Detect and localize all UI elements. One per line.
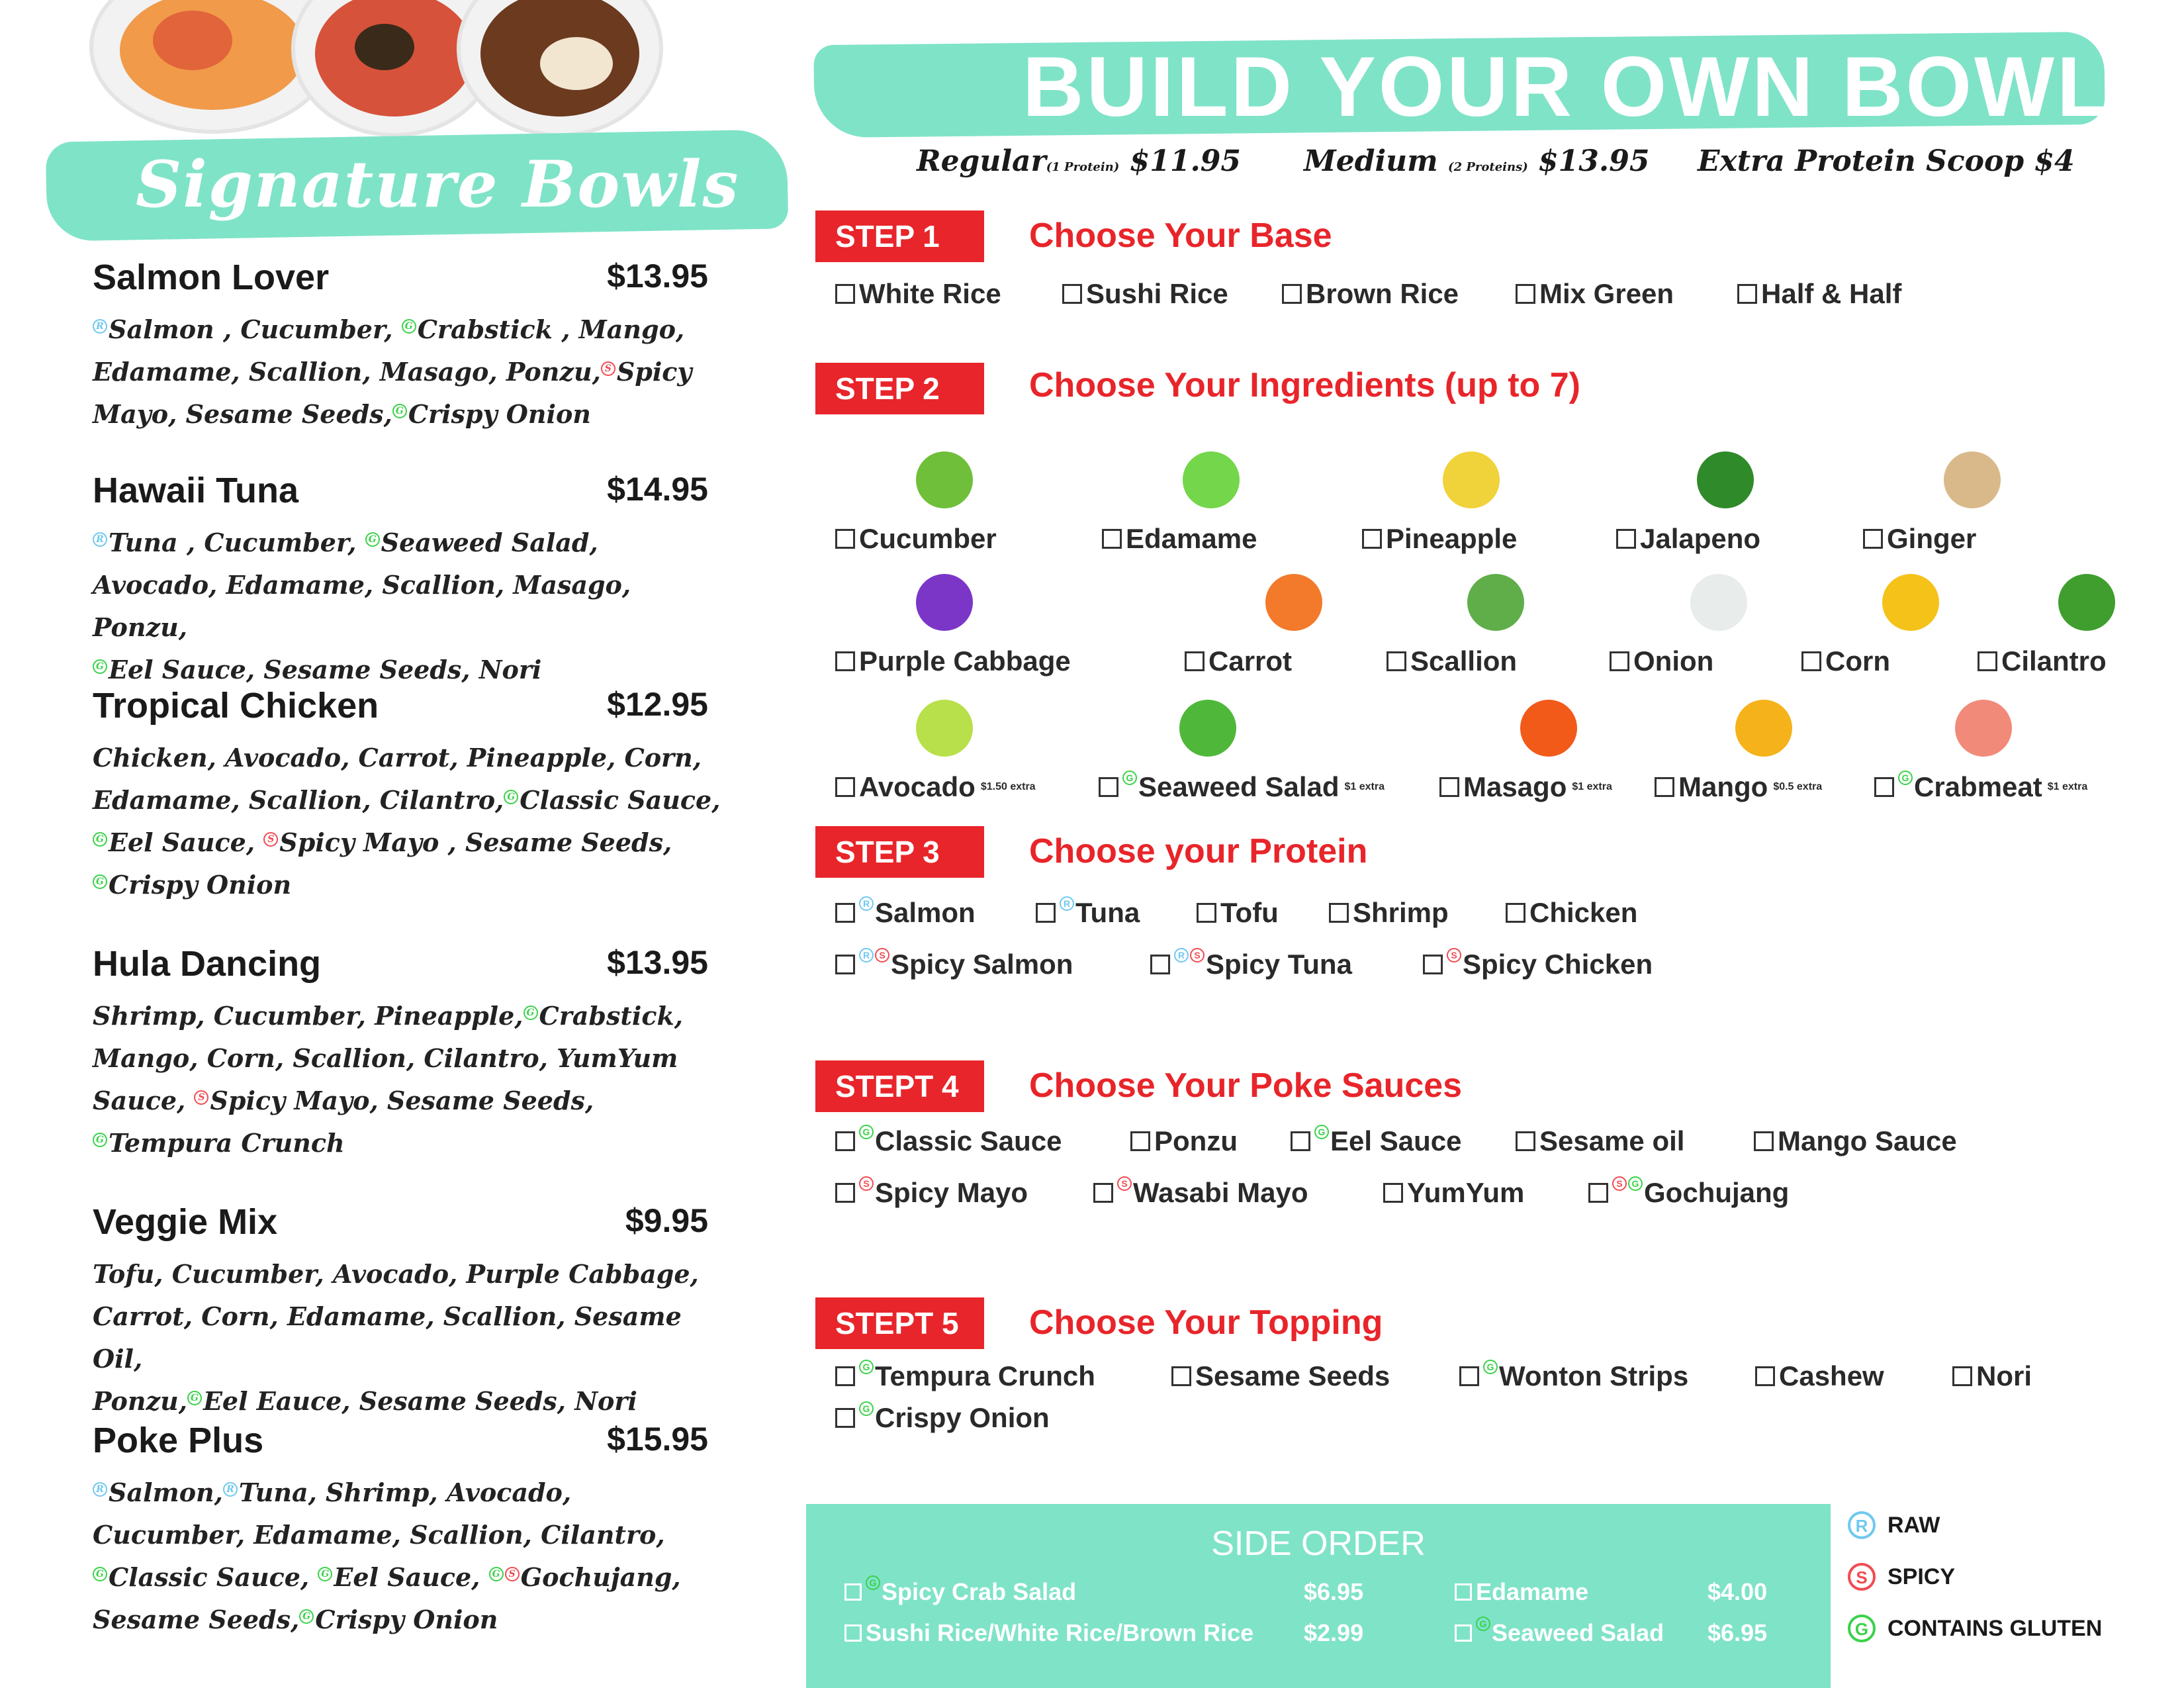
extra-charge: $1.50 extra <box>980 781 1036 792</box>
topping-option[interactable]: G Tempura Crunch <box>835 1360 1095 1392</box>
checkbox[interactable] <box>1130 1131 1150 1151</box>
bowl-desc-line: Edamame, Scallion, Cilantro, G Classic Sauce, <box>93 785 721 815</box>
base-option[interactable]: Half & Half <box>1737 278 1901 310</box>
ingredient-option[interactable]: Edamame <box>1102 523 1257 555</box>
gluten-icon: G <box>504 790 518 804</box>
bowl-desc-line: Mayo, Sesame Seeds, G Crispy Onion <box>93 399 591 429</box>
step-2-title: Choose Your Ingredients (up to 7) <box>1029 366 1580 404</box>
raw-icon: R <box>1174 948 1189 962</box>
ingredient-photo <box>1183 451 1240 508</box>
protein-option[interactable]: Shrimp <box>1329 897 1449 929</box>
step-3-badge: STEP 3 <box>815 826 984 878</box>
spicy-icon: S <box>859 1176 874 1191</box>
spicy-icon: S <box>1190 948 1205 962</box>
checkbox[interactable] <box>1754 1131 1774 1151</box>
gluten-icon: G <box>523 1006 538 1020</box>
checkbox[interactable] <box>844 1583 862 1601</box>
ingredient-photo <box>1467 574 1524 631</box>
gluten-icon: G <box>93 1567 107 1581</box>
checkbox[interactable] <box>1863 529 1883 549</box>
ingredient-photo <box>916 574 973 631</box>
checkbox[interactable] <box>1099 777 1118 797</box>
protein-option[interactable]: R Tuna <box>1036 897 1140 929</box>
sauce-option[interactable]: S G Gochujang <box>1588 1177 1789 1209</box>
checkbox[interactable] <box>1362 529 1382 549</box>
gluten-icon: G <box>93 659 107 674</box>
ingredient-option[interactable]: Ginger <box>1863 523 1976 555</box>
checkbox[interactable] <box>1093 1183 1113 1203</box>
bowl-desc-line: G Eel Sauce, S Spicy Mayo , Sesame Seeds, <box>93 821 728 864</box>
ingredient-photo <box>1697 451 1754 508</box>
checkbox[interactable] <box>835 1131 855 1151</box>
checkbox[interactable] <box>1978 651 1997 671</box>
gluten-icon: G <box>859 1125 874 1139</box>
bowl-photo-3 <box>457 0 663 137</box>
gluten-icon: G <box>93 874 107 889</box>
checkbox[interactable] <box>835 1183 855 1203</box>
ingredient-photo <box>1882 574 1939 631</box>
ingredient-photo <box>916 451 973 508</box>
checkbox[interactable] <box>1610 651 1629 671</box>
gluten-icon: G <box>187 1391 202 1405</box>
gluten-icon: G <box>392 404 407 418</box>
gluten-icon: G <box>859 1360 874 1374</box>
ingredient-option[interactable]: Masago $1 extra <box>1439 771 1612 803</box>
bowl-desc-line: Tofu, Cucumber, Avocado, Purple Cabbage, <box>93 1259 699 1289</box>
step-1-title: Choose Your Base <box>1029 216 1332 255</box>
checkbox[interactable] <box>844 1624 862 1642</box>
checkbox[interactable] <box>1506 903 1525 923</box>
step-1-badge: STEP 1 <box>815 211 984 262</box>
checkbox[interactable] <box>1062 284 1082 304</box>
spicy-icon: S <box>601 361 615 376</box>
gluten-icon: G <box>859 1401 874 1416</box>
bowl-desc-line: G Crispy Onion <box>93 864 728 906</box>
bowl-desc-line: Ponzu, G Eel Eauce, Sesame Seeds, Nori <box>93 1386 637 1416</box>
checkbox[interactable] <box>835 777 855 797</box>
checkbox[interactable] <box>1102 529 1122 549</box>
step-5-badge: STEPT 5 <box>815 1297 984 1349</box>
bowl-desc-line: G Tempura Crunch <box>93 1122 728 1164</box>
extra-charge: $1 extra <box>1572 781 1612 792</box>
ingredient-option[interactable]: G Seaweed Salad $1 extra <box>1099 771 1385 803</box>
spicy-icon: S <box>1848 1563 1876 1591</box>
ingredient-photo <box>1443 451 1500 508</box>
checkbox[interactable] <box>1459 1366 1479 1386</box>
topping-option[interactable]: Cashew <box>1755 1360 1884 1392</box>
gluten-icon: G <box>402 319 416 334</box>
ingredient-option[interactable]: Cucumber <box>835 523 997 555</box>
build-your-own-title: BUILD YOUR OWN BOWL <box>1023 40 2112 134</box>
checkbox[interactable] <box>1282 284 1302 304</box>
bowl-price: $9.95 <box>625 1202 708 1239</box>
spicy-icon: S <box>1447 948 1461 962</box>
bowl-desc <box>93 737 728 906</box>
ingredient-photo <box>1265 574 1322 631</box>
topping-option[interactable]: Sesame Seeds <box>1171 1360 1390 1392</box>
checkbox[interactable] <box>1329 903 1349 923</box>
gluten-icon: G <box>1314 1125 1329 1139</box>
checkbox[interactable] <box>1197 903 1216 923</box>
bowl-desc-line: Carrot, Corn, Edamame, Scallion, Sesame Oil, <box>93 1301 682 1374</box>
checkbox[interactable] <box>1801 651 1821 671</box>
price-regular: Regular(1 Protein) $11.95 <box>917 144 1242 178</box>
topping-option[interactable]: G Wonton Strips <box>1459 1360 1688 1392</box>
bowl-desc <box>93 1253 728 1423</box>
spicy-icon: S <box>194 1090 208 1105</box>
bowl-desc-line: Mango, Corn, Scallion, Cilantro, YumYum <box>93 1043 678 1073</box>
side-order-item[interactable]: Edamame <box>1455 1578 1588 1606</box>
protein-option[interactable]: R Salmon <box>835 897 976 929</box>
spicy-icon: S <box>1117 1176 1132 1191</box>
sauce-option[interactable]: YumYum <box>1383 1177 1524 1209</box>
protein-option[interactable]: R S Spicy Salmon <box>835 949 1073 980</box>
extra-charge: $1 extra <box>2047 781 2088 792</box>
sauce-option[interactable]: S Spicy Mayo <box>835 1177 1028 1209</box>
bowl-price: $14.95 <box>607 471 708 508</box>
bowl-desc-line: G Eel Sauce, Sesame Seeds, Nori <box>93 649 728 691</box>
gluten-icon: G <box>365 532 380 547</box>
side-order-item[interactable]: Sushi Rice/White Rice/Brown Rice <box>844 1619 1253 1647</box>
bowl-desc-line: Shrimp, Cucumber, Pineapple, G Crabstick, <box>93 1001 684 1031</box>
signature-bowls-title: Signature Bowls <box>136 147 740 222</box>
side-order-price: $2.99 <box>1304 1619 1364 1646</box>
checkbox[interactable] <box>1952 1366 1972 1386</box>
checkbox[interactable] <box>1516 1131 1535 1151</box>
step-3-title: Choose your Protein <box>1029 832 1368 870</box>
raw-icon: R <box>859 896 874 911</box>
spicy-icon: S <box>875 948 889 962</box>
bowl-desc-line: R Salmon, R Tuna, Shrimp, Avocado, <box>93 1472 728 1514</box>
sauce-option[interactable]: G Classic Sauce <box>835 1125 1062 1157</box>
checkbox[interactable] <box>1185 651 1205 671</box>
checkbox[interactable] <box>1291 1131 1310 1151</box>
checkbox[interactable] <box>835 529 855 549</box>
checkbox[interactable] <box>835 955 855 974</box>
bowl-price: $13.95 <box>607 258 708 295</box>
gluten-icon: G <box>93 1133 107 1147</box>
protein-option[interactable]: Chicken <box>1506 897 1637 929</box>
ingredient-option[interactable]: G Crabmeat $1 extra <box>1874 771 2087 803</box>
checkbox[interactable] <box>1383 1183 1403 1203</box>
checkbox[interactable] <box>1171 1366 1191 1386</box>
ingredient-option[interactable]: Pineapple <box>1362 523 1517 555</box>
ingredient-option[interactable]: Cilantro <box>1978 645 2107 677</box>
gluten-icon: G <box>489 1567 504 1581</box>
gluten-icon: G <box>1122 771 1137 785</box>
checkbox[interactable] <box>1655 777 1674 797</box>
ingredient-photo <box>1520 700 1577 757</box>
spicy-icon: S <box>1612 1176 1627 1191</box>
bowl-desc-line: G Classic Sauce, G Eel Sauce, G S Gochujang, <box>93 1556 728 1599</box>
step-2-badge: STEP 2 <box>815 363 984 414</box>
side-order-title: SIDE ORDER <box>1211 1524 1426 1563</box>
checkbox[interactable] <box>835 1366 855 1386</box>
ingredient-photo <box>1735 700 1792 757</box>
side-order-price: $6.95 <box>1304 1578 1364 1605</box>
gluten-icon: G <box>1898 771 1913 785</box>
gluten-icon: G <box>866 1575 880 1590</box>
ingredient-option[interactable]: Jalapeno <box>1616 523 1760 555</box>
bowl-name: Poke Plus <box>93 1421 264 1460</box>
legend-item: S SPICY <box>1848 1563 1955 1591</box>
checkbox[interactable] <box>835 651 855 671</box>
raw-icon: R <box>93 532 107 547</box>
bowl-name: Tropical Chicken <box>93 686 379 726</box>
gluten-icon: G <box>1476 1617 1490 1631</box>
bowl-desc <box>93 308 728 436</box>
bowl-price: $15.95 <box>607 1421 708 1458</box>
checkbox[interactable] <box>1455 1583 1472 1601</box>
topping-option[interactable]: G Crispy Onion <box>835 1402 1050 1434</box>
topping-option[interactable]: Nori <box>1952 1360 2032 1392</box>
protein-option[interactable]: Tofu <box>1197 897 1279 929</box>
ingredient-photo <box>1179 700 1236 757</box>
ingredient-photo <box>1944 451 2001 508</box>
checkbox[interactable] <box>1737 284 1757 304</box>
ingredient-photo <box>1955 700 2012 757</box>
protein-option[interactable]: S Spicy Chicken <box>1423 949 1653 980</box>
price-medium: Medium (2 Proteins) $13.95 <box>1304 144 1650 178</box>
step-4-badge: STEPT 4 <box>815 1060 984 1112</box>
raw-icon: R <box>223 1482 238 1497</box>
checkbox[interactable] <box>835 1408 855 1428</box>
checkbox[interactable] <box>1455 1624 1472 1642</box>
sauce-option[interactable]: Sesame oil <box>1516 1125 1684 1157</box>
spicy-icon: S <box>505 1567 520 1581</box>
base-option[interactable]: Brown Rice <box>1282 278 1459 310</box>
checkbox[interactable] <box>1036 903 1056 923</box>
ingredient-option[interactable]: Corn <box>1801 645 1890 677</box>
side-order-price: $6.95 <box>1707 1619 1768 1646</box>
sauce-option[interactable]: S Wasabi Mayo <box>1093 1177 1308 1209</box>
bowl-desc-line: Cucumber, Edamame, Scallion, Cilantro, <box>93 1520 665 1550</box>
checkbox[interactable] <box>835 284 855 304</box>
side-order-item[interactable]: G Seaweed Salad <box>1455 1619 1664 1647</box>
sauce-option[interactable]: G Eel Sauce <box>1291 1125 1461 1157</box>
ingredient-option[interactable]: Scallion <box>1387 645 1517 677</box>
bowl-desc-line: R Salmon , Cucumber, G Crabstick , Mango, <box>93 308 728 351</box>
gluten-icon: G <box>299 1609 314 1624</box>
raw-icon: R <box>93 319 107 334</box>
legend-item: G CONTAINS GLUTEN <box>1848 1615 2102 1642</box>
checkbox[interactable] <box>1588 1183 1608 1203</box>
checkbox[interactable] <box>1150 955 1170 974</box>
ingredient-option[interactable]: Onion <box>1610 645 1713 677</box>
gluten-icon: G <box>93 832 107 847</box>
checkbox[interactable] <box>1755 1366 1775 1386</box>
bowl-desc-line: Avocado, Edamame, Scallion, Masago, Ponzu, <box>93 570 631 642</box>
contains-gluten-icon: G <box>1848 1615 1876 1642</box>
checkbox[interactable] <box>1387 651 1406 671</box>
raw-icon: R <box>859 948 874 962</box>
ingredient-option[interactable]: Carrot <box>1185 645 1292 677</box>
bowl-desc <box>93 1472 728 1641</box>
spicy-icon: S <box>263 832 278 847</box>
side-order-item[interactable]: G Spicy Crab Salad <box>844 1578 1076 1606</box>
checkbox[interactable] <box>1616 529 1636 549</box>
checkbox[interactable] <box>1874 777 1894 797</box>
bowl-name: Veggie Mix <box>93 1202 278 1242</box>
bowl-desc <box>93 995 728 1164</box>
side-order-panel <box>806 1504 1831 1688</box>
ingredient-option[interactable]: Mango $0.5 extra <box>1655 771 1822 803</box>
side-order-price: $4.00 <box>1707 1578 1768 1605</box>
ingredient-option[interactable]: Avocado $1.50 extra <box>835 771 1036 803</box>
ingredient-option[interactable]: Purple Cabbage <box>835 645 1071 677</box>
raw-icon: R <box>1848 1511 1876 1539</box>
checkbox[interactable] <box>1423 955 1443 974</box>
bowl-name: Hawaii Tuna <box>93 471 299 510</box>
bowl-name: Salmon Lover <box>93 258 330 297</box>
sauce-option[interactable]: Mango Sauce <box>1754 1125 1957 1157</box>
bowl-desc-line: Sauce, S Spicy Mayo, Sesame Seeds, <box>93 1086 594 1115</box>
gluten-icon: G <box>318 1567 332 1581</box>
bowl-name: Hula Dancing <box>93 944 322 984</box>
checkbox[interactable] <box>1439 777 1459 797</box>
bowl-desc <box>93 522 728 691</box>
bowl-desc-line: Chicken, Avocado, Carrot, Pineapple, Corn, <box>93 743 702 773</box>
base-option[interactable]: White Rice <box>835 278 1001 310</box>
raw-icon: R <box>93 1482 107 1497</box>
ingredient-photo <box>916 700 973 757</box>
bowl-desc-line: R Tuna , Cucumber, G Seaweed Salad, <box>93 522 728 564</box>
ingredient-photo <box>2058 574 2115 631</box>
bowl-price: $12.95 <box>607 686 708 723</box>
extra-charge: $0.5 extra <box>1773 781 1823 792</box>
checkbox[interactable] <box>835 903 855 923</box>
extra-charge: $1 extra <box>1344 781 1385 792</box>
bowl-price: $13.95 <box>607 944 708 981</box>
gluten-icon: G <box>1483 1360 1498 1374</box>
protein-option[interactable]: R S Spicy Tuna <box>1150 949 1352 980</box>
base-option[interactable]: Sushi Rice <box>1062 278 1228 310</box>
checkbox[interactable] <box>1516 284 1535 304</box>
step-5-title: Choose Your Topping <box>1029 1303 1383 1342</box>
ingredient-photo <box>1690 574 1747 631</box>
legend-item: R RAW <box>1848 1511 1940 1539</box>
step-4-title: Choose Your Poke Sauces <box>1029 1066 1463 1105</box>
price-extra-protein: Extra Protein Scoop $4 <box>1698 144 2075 178</box>
raw-icon: R <box>1060 896 1074 911</box>
bowl-desc-line: Edamame, Scallion, Masago, Ponzu, S Spicy <box>93 357 692 387</box>
gluten-icon: G <box>1628 1176 1643 1191</box>
base-option[interactable]: Mix Green <box>1516 278 1674 310</box>
sauce-option[interactable]: Ponzu <box>1130 1125 1238 1157</box>
bowl-desc-line: Sesame Seeds, G Crispy Onion <box>93 1605 498 1634</box>
